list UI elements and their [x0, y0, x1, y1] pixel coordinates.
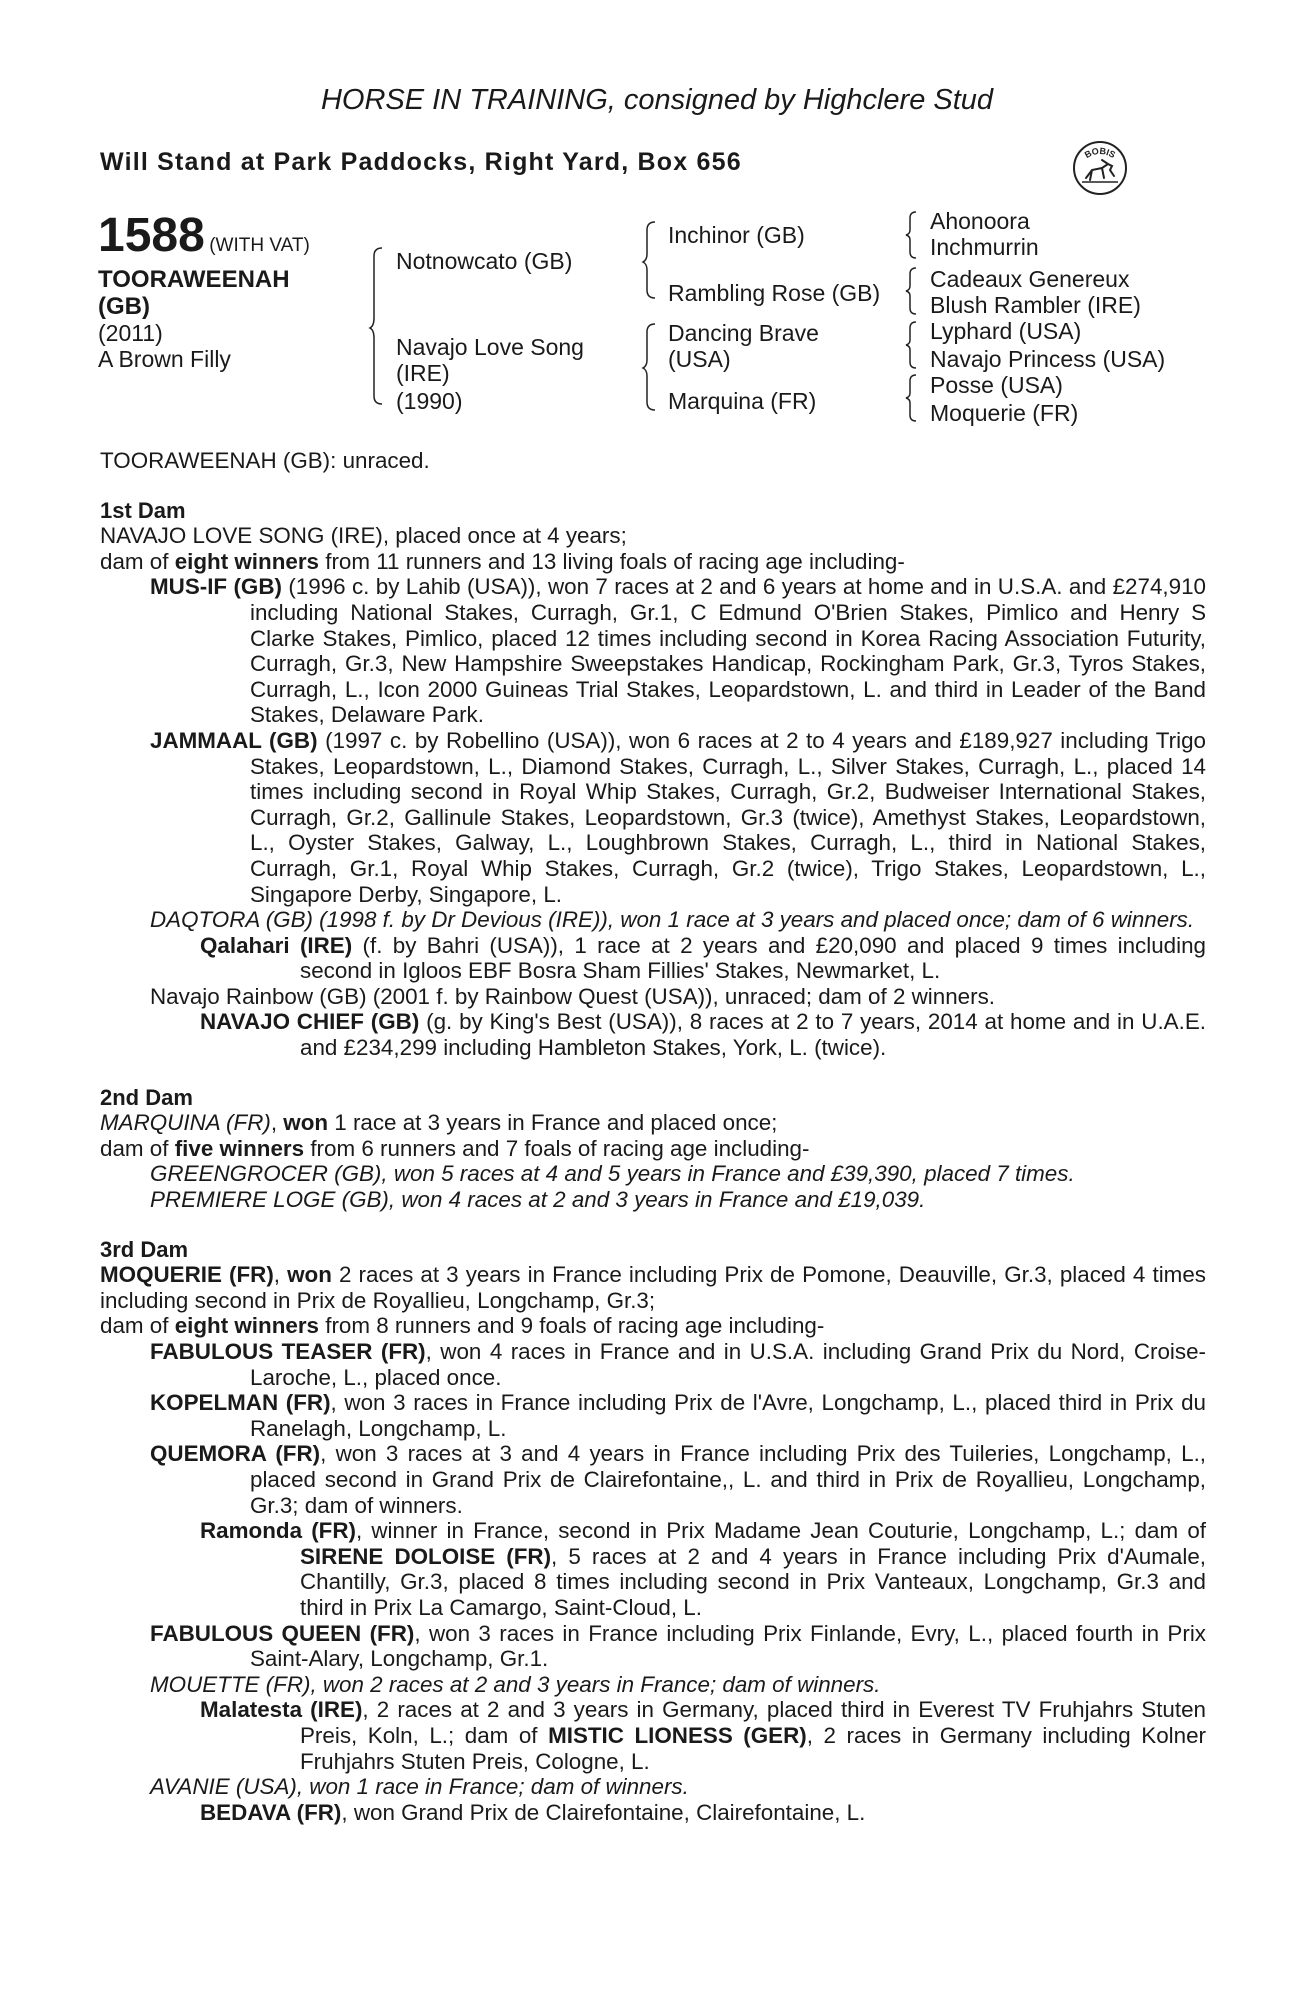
pedigree-brace-main [370, 246, 384, 411]
grand-7: Posse (USA) [930, 372, 1063, 398]
dam-dam: Marquina (FR) [668, 388, 817, 414]
grand-2: Inchmurrin [930, 234, 1039, 260]
produce-navajo-chief: NAVAJO CHIEF (GB) (g. by King's Best (USA)), 8 races at 2 to 7 years, 2014 at home and in U.A.E. and £234,299 including Hambleton Stakes, York, L. (twice). [200, 1009, 1206, 1061]
produce-bedava: BEDAVA (FR), won Grand Prix de Clairefontaine, Clairefontaine, L. [200, 1799, 866, 1825]
svg-text:BOBIS: BOBIS [1082, 145, 1118, 161]
pedigree-brace-g2 [906, 266, 918, 321]
grand-1: Ahonoora [930, 208, 1030, 234]
produce-ramonda: Ramonda (FR), winner in France, second in Prix Madame Jean Couturie, Longchamp, L.; dam of SIRENE DOLOISE (FR), 5 races at 2 and 4 years in France including Prix d'Aumale, Chantilly, Gr.3, placed 8 times including second in Prix Vanteaux, Longchamp, Gr.3 and third in Prix La Camargo, Saint-Cloud, L. [200, 1518, 1207, 1620]
first-dam-intro: NAVAJO LOVE SONG (IRE), placed once at 4 years; [100, 523, 627, 549]
produce-jammaal: JAMMAAL (GB) (1997 c. by Robellino (USA)), won 6 races at 2 to 4 years and £189,927 including Trigo Stakes, Leopardstown, L., Diamond Stakes, Curragh, L., Silver Stakes, Curragh, L., placed 14 times including second in Royal Whip Stakes, Curragh, Gr.2, Budweiser International Stakes, Curragh, Gr.2, Gallinule Stakes, Leopardstown, Gr.3 (twice), Amethyst Stakes, Leopardstown, L., Oyster Stakes, Galway, L., Loughbrown Stakes, Curragh, L., third in National Stakes, Curragh, Gr.1, Royal Whip Stakes, Curragh, Gr.2 (twice), Trigo Stakes, Leopardstown, L., Singapore Derby, Singapore, L. [150, 727, 1206, 907]
grand-8: Moquerie (FR) [930, 400, 1079, 426]
third-dam-produce: dam of eight winners from 8 runners and 9 foals of racing age including- [100, 1313, 825, 1339]
dam-name-line3: (1990) [396, 388, 463, 414]
dam-sire-line1: Dancing Brave [668, 320, 819, 346]
pedigree-brace-g4 [906, 373, 918, 428]
sire-name: Notnowcato (GB) [396, 248, 573, 274]
second-dam-produce: dam of five winners from 6 runners and 7 foals of racing age including- [100, 1135, 810, 1161]
sire-dam: Rambling Rose (GB) [668, 280, 881, 306]
produce-mouette: MOUETTE (FR), won 2 races at 2 and 3 years in France; dam of winners. [150, 1671, 881, 1697]
produce-daqtora: DAQTORA (GB) (1998 f. by Dr Devious (IRE)), won 1 race at 3 years and placed once; dam of 6 winners. [150, 907, 1195, 933]
dam-name-line1: Navajo Love Song [396, 334, 584, 360]
bobis-logo [1072, 140, 1128, 196]
produce-qalahari: Qalahari (IRE) (f. by Bahri (USA)), 1 race at 2 years and £20,090 and placed 9 times including second in Igloos EBF Bosra Sham Fillies' Stakes, Newmarket, L. [200, 932, 1207, 984]
pedigree-brace-g3 [906, 320, 918, 375]
produce-quemora: QUEMORA (FR), won 3 races at 3 and 4 years in France including Prix des Tuileries, Longchamp, L., placed second in Grand Prix de Clairefontaine,, L. and third in Prix de Royallieu, Longchamp, Gr.3; dam of winners. [150, 1441, 1207, 1518]
second-dam-intro: MARQUINA (FR), won 1 race at 3 years in France and placed once; [100, 1110, 778, 1136]
produce-kopelman: KOPELMAN (FR), won 3 races in France including Prix de l'Avre, Longchamp, L., placed third in Prix du Ranelagh, Longchamp, L. [150, 1390, 1206, 1441]
produce-musif: MUS-IF (GB) (1996 c. by Lahib (USA)), won 7 races at 2 and 6 years at home and in U.S.A. and £274,910 including National Stakes, Curragh, Gr.1, C Edmund O'Brien Stakes, Pimlico and Henry S Clarke Stakes, Pimlico, placed 12 times including second in Korea Racing Association Futurity, Curragh, Gr.3, New Hampshire Sweepstakes Handicap, Rockingham Park, Gr.3, Tyros Stakes, Curragh, L., Icon 2000 Guineas Trial Stakes, Leopardstown, L. and third in Leader of the Band Stakes, Delaware Park. [150, 574, 1206, 728]
grand-5: Lyphard (USA) [930, 318, 1082, 344]
horse-name-line2: (GB) [98, 293, 150, 320]
produce-premiere-loge: PREMIERE LOGE (GB), won 4 races at 2 and 3 years in France and £19,039. [150, 1187, 926, 1213]
third-dam-heading: 3rd Dam [100, 1236, 189, 1262]
vat-note: (WITH VAT) [209, 235, 310, 256]
stand-location: Will Stand at Park Paddocks, Right Yard, Box 656 [100, 148, 742, 176]
page-title: HORSE IN TRAINING, consigned by Highclere Stud [320, 84, 994, 116]
race-record: TOORAWEENAH (GB): unraced. [100, 448, 430, 473]
produce-avanie: AVANIE (USA), won 1 race in France; dam of winners. [150, 1774, 689, 1800]
horse-name [98, 266, 290, 320]
third-dam-intro: MOQUERIE (FR), won 2 races at 3 years in France including Prix de Pomone, Deauville, Gr.3, placed 4 times including second in Prix de Royallieu, Longchamp, Gr.3; [100, 1262, 1206, 1313]
pedigree-brace-dam [643, 322, 657, 417]
lot-number [98, 208, 310, 263]
lot-num: 1588 [98, 209, 205, 262]
foaling-year: (2011) [98, 320, 163, 346]
dam-name-line2: (IRE) [396, 360, 450, 386]
produce-malatesta: Malatesta (IRE), 2 races at 2 and 3 years in Germany, placed third in Everest TV Fruhjahrs Stuten Preis, Koln, L.; dam of MISTIC LIONESS (GER), 2 races in Germany including Kolner Fruhjahrs Stuten Preis, Cologne, L. [200, 1697, 1206, 1774]
second-dam-heading: 2nd Dam [100, 1084, 193, 1110]
first-dam-heading: 1st Dam [100, 497, 186, 523]
grand-3: Cadeaux Genereux [930, 266, 1130, 292]
horse-name-line1: TOORAWEENAH [98, 266, 290, 293]
horse-description: A Brown Filly [98, 346, 231, 372]
first-dam-produce: dam of eight winners from 11 runners and 13 living foals of racing age including- [100, 548, 905, 574]
sire-sire: Inchinor (GB) [668, 222, 805, 248]
produce-navajo-rainbow: Navajo Rainbow (GB) (2001 f. by Rainbow Quest (USA)), unraced; dam of 2 winners. [150, 983, 995, 1009]
pedigree-brace-sire [643, 220, 657, 305]
pedigree-brace-g1 [906, 210, 918, 265]
grand-6: Navajo Princess (USA) [930, 346, 1166, 372]
catalogue-body [100, 448, 1206, 1825]
grand-4: Blush Rambler (IRE) [930, 292, 1141, 318]
dam-sire-line2: (USA) [668, 346, 731, 372]
produce-fabulous-teaser: FABULOUS TEASER (FR), won 4 races in France and in U.S.A. including Grand Prix du Nord, Croise-Laroche, L., placed once. [150, 1339, 1206, 1390]
produce-greengrocer: GREENGROCER (GB), won 5 races at 4 and 5 years in France and £39,390, placed 7 times. [150, 1161, 1075, 1187]
produce-fabulous-queen: FABULOUS QUEEN (FR), won 3 races in France including Prix Finlande, Evry, L., placed fourth in Prix Saint-Alary, Longchamp, Gr.1. [150, 1620, 1206, 1672]
